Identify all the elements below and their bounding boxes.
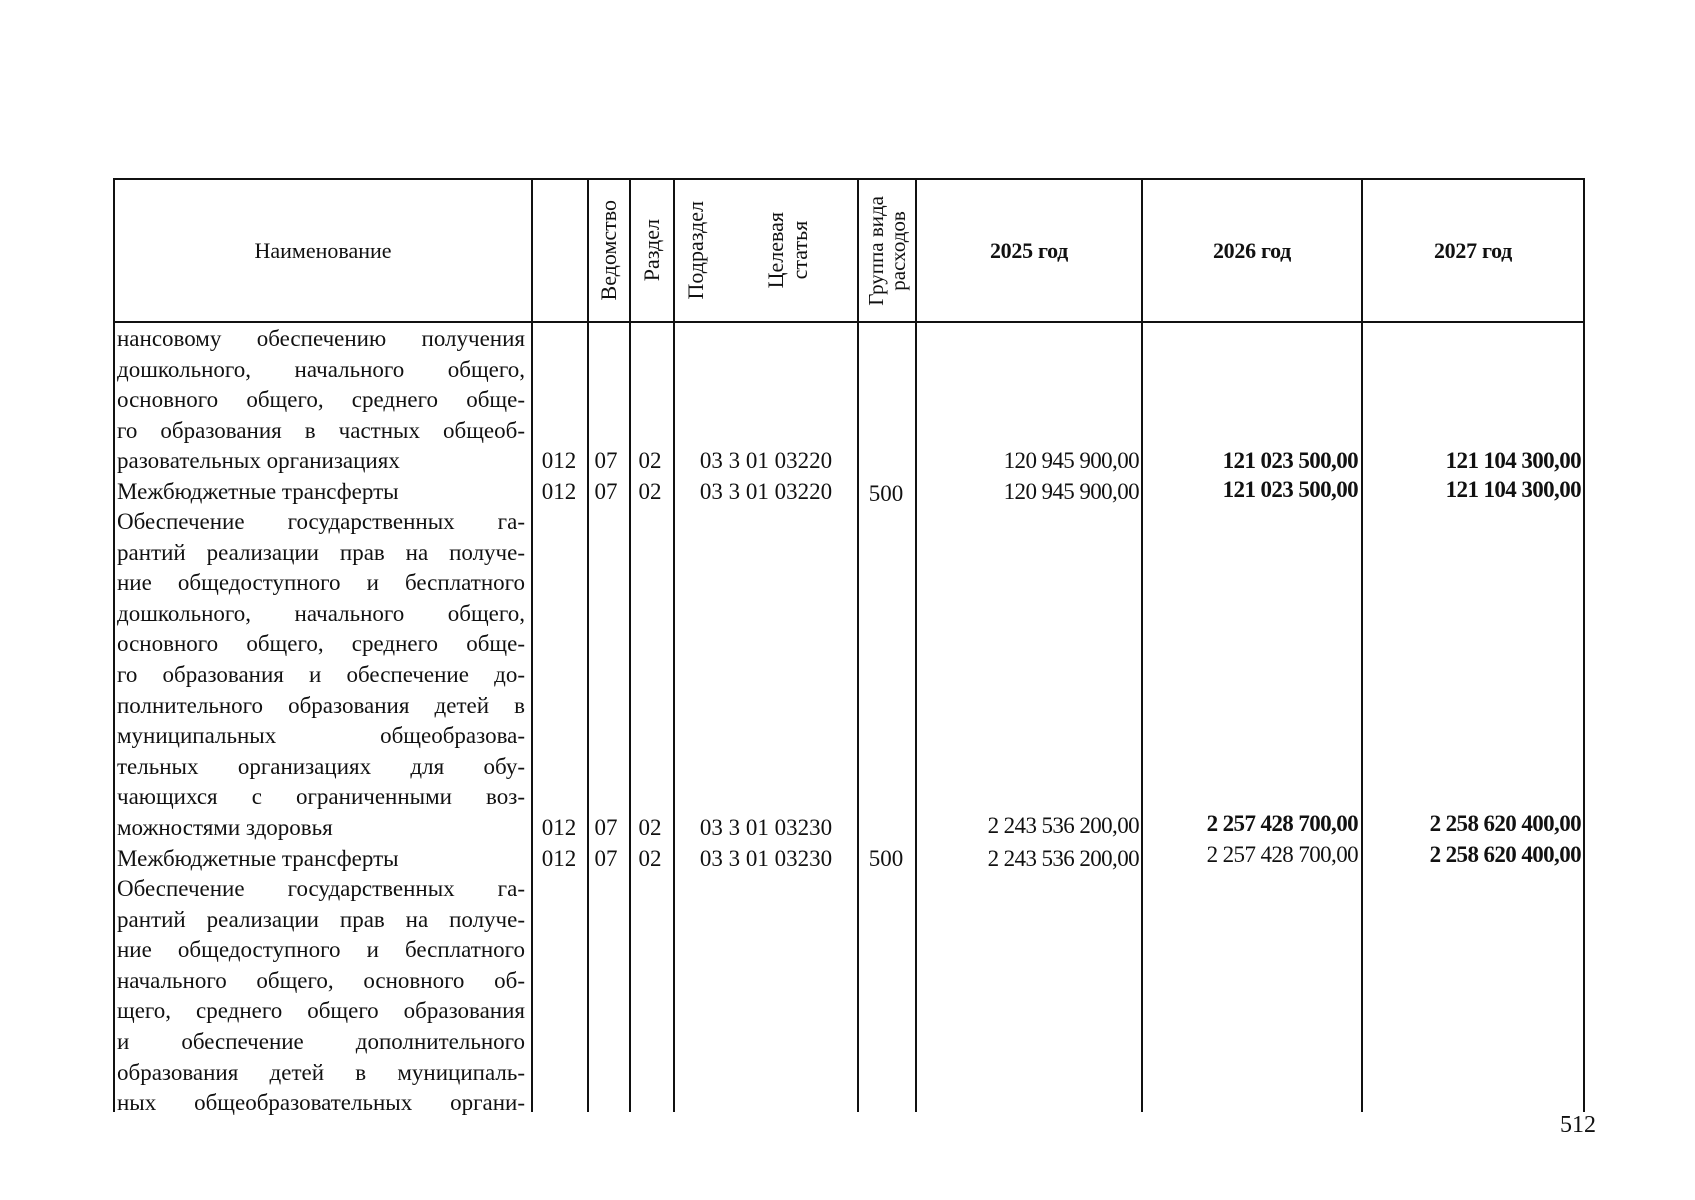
- col-border-right: [1583, 178, 1585, 1112]
- row-name-line: дошкольного, начального общего,: [117, 356, 525, 382]
- header-tselevaya-line1: Целевая: [763, 212, 788, 289]
- row-name: [117, 874, 525, 1119]
- row-tselevaya: 03 3 01 03220: [699, 479, 833, 504]
- page-number: 512: [1560, 1112, 1596, 1138]
- header-gruppa-text: [865, 196, 909, 306]
- row-name-line: начального общего, основного об-: [117, 967, 525, 993]
- row-value-2027: 2 258 620 400,00: [1429, 842, 1581, 867]
- budget-table: [113, 178, 1585, 1116]
- row-name: [117, 507, 525, 844]
- header-vedomstvo: [589, 180, 629, 321]
- row-name-line: рантий реализации прав на получе-: [117, 539, 525, 565]
- row-value-2026: 121 023 500,00: [1222, 448, 1358, 473]
- row-value-2025: 2 243 536 200,00: [987, 813, 1139, 838]
- row-vedomstvo: 012: [541, 448, 577, 473]
- row-podrazdel: 02: [638, 448, 662, 473]
- row-name-line: муниципальных общеобразова-: [117, 723, 525, 749]
- row-name-line: Обеспечение государственных га-: [117, 509, 525, 534]
- header-name: [115, 180, 531, 321]
- row-name-line: Обеспечение государственных га-: [117, 876, 525, 901]
- row-name-line: го образования в частных общеоб-: [117, 417, 525, 443]
- header-tselevaya-line2: статья: [787, 221, 812, 280]
- row-tselevaya: 03 3 01 03220: [699, 448, 833, 473]
- row-value-2026: 2 257 428 700,00: [1206, 811, 1358, 836]
- row-vedomstvo: 012: [541, 846, 577, 871]
- row-name: [117, 844, 525, 875]
- row-vedomstvo: 012: [541, 815, 577, 840]
- row-vedomstvo: 012: [541, 479, 577, 504]
- row-value-2027: 2 258 620 400,00: [1429, 811, 1581, 836]
- row-value-2027: 121 104 300,00: [1445, 448, 1581, 473]
- header-vedomstvo-text: Ведомство: [596, 200, 621, 301]
- row-name-line: можностями здоровья: [117, 814, 333, 840]
- row-name-line: го образования и обеспечение до-: [117, 661, 525, 687]
- header-2027: [1363, 180, 1583, 321]
- row-value-2025: 2 243 536 200,00: [987, 846, 1139, 871]
- row-name-line: ние общедоступного и бесплатного: [117, 937, 525, 963]
- row-value-2027: 121 104 300,00: [1445, 477, 1581, 502]
- row-podrazdel: 02: [638, 846, 662, 871]
- row-name-line: рантий реализации прав на получе-: [117, 906, 525, 932]
- row-name-line: ных общеобразовательных органи-: [117, 1090, 525, 1116]
- row-name-line: чающихся с ограниченными воз-: [117, 784, 525, 810]
- header-gruppa-line2: расходов: [886, 210, 910, 291]
- row-razdel: 07: [594, 479, 618, 504]
- header-name-text: Наименование: [254, 237, 392, 263]
- row-gruppa: 500: [868, 846, 904, 871]
- header-2025-text: 2025 год: [989, 237, 1069, 263]
- row-razdel: 07: [594, 846, 618, 871]
- row-tselevaya: 03 3 01 03230: [699, 846, 833, 871]
- header-tselevaya-text: [764, 212, 812, 288]
- row-name-line: основного общего, среднего обще-: [117, 631, 525, 657]
- row-gruppa: 500: [868, 481, 904, 506]
- header-tselevaya: [719, 180, 857, 321]
- row-value-2025: 120 945 900,00: [1003, 448, 1139, 473]
- row-name-line: основного общего, среднего обще-: [117, 387, 525, 413]
- row-name-line: образования детей в муниципаль-: [117, 1059, 525, 1085]
- row-name: [117, 324, 525, 477]
- header-2026-text: 2026 год: [1212, 237, 1292, 263]
- header-2026: [1143, 180, 1361, 321]
- row-name-line: Межбюджетные трансферты: [117, 479, 399, 504]
- row-name-line: ние общедоступного и бесплатного: [117, 570, 525, 596]
- row-name-line: нансовому обеспечению получения: [117, 326, 525, 351]
- header-gruppa-line1: Группа вида: [864, 195, 888, 306]
- row-name-line: щего, среднего общего образования: [117, 998, 525, 1024]
- header-podrazdel-text: Подраздел: [683, 201, 708, 300]
- row-podrazdel: 02: [638, 479, 662, 504]
- header-razdel-text: Раздел: [639, 219, 664, 282]
- row-value-2025: 120 945 900,00: [1003, 479, 1139, 504]
- row-razdel: 07: [594, 448, 618, 473]
- header-razdel: [631, 180, 673, 321]
- header-2027-text: 2027 год: [1433, 237, 1513, 263]
- header-gruppa: [859, 180, 915, 321]
- header-podrazdel: [675, 180, 717, 321]
- header-bottom-border: [113, 321, 1585, 323]
- row-name: [117, 477, 525, 508]
- header-2025: [917, 180, 1141, 321]
- row-name-line: Межбюджетные трансферты: [117, 846, 399, 871]
- row-name-line: дошкольного, начального общего,: [117, 600, 525, 626]
- row-value-2026: 2 257 428 700,00: [1206, 842, 1358, 867]
- row-name-line: тельных организациях для обу-: [117, 753, 525, 779]
- row-razdel: 07: [594, 815, 618, 840]
- row-podrazdel: 02: [638, 815, 662, 840]
- row-value-2026: 121 023 500,00: [1222, 477, 1358, 502]
- row-name-line: и обеспечение дополнительного: [117, 1028, 525, 1054]
- row-tselevaya: 03 3 01 03230: [699, 815, 833, 840]
- row-name-line: полнительного образования детей в: [117, 692, 525, 718]
- col-border-name: [531, 178, 533, 1112]
- row-name-line: разовательных организациях: [117, 448, 400, 474]
